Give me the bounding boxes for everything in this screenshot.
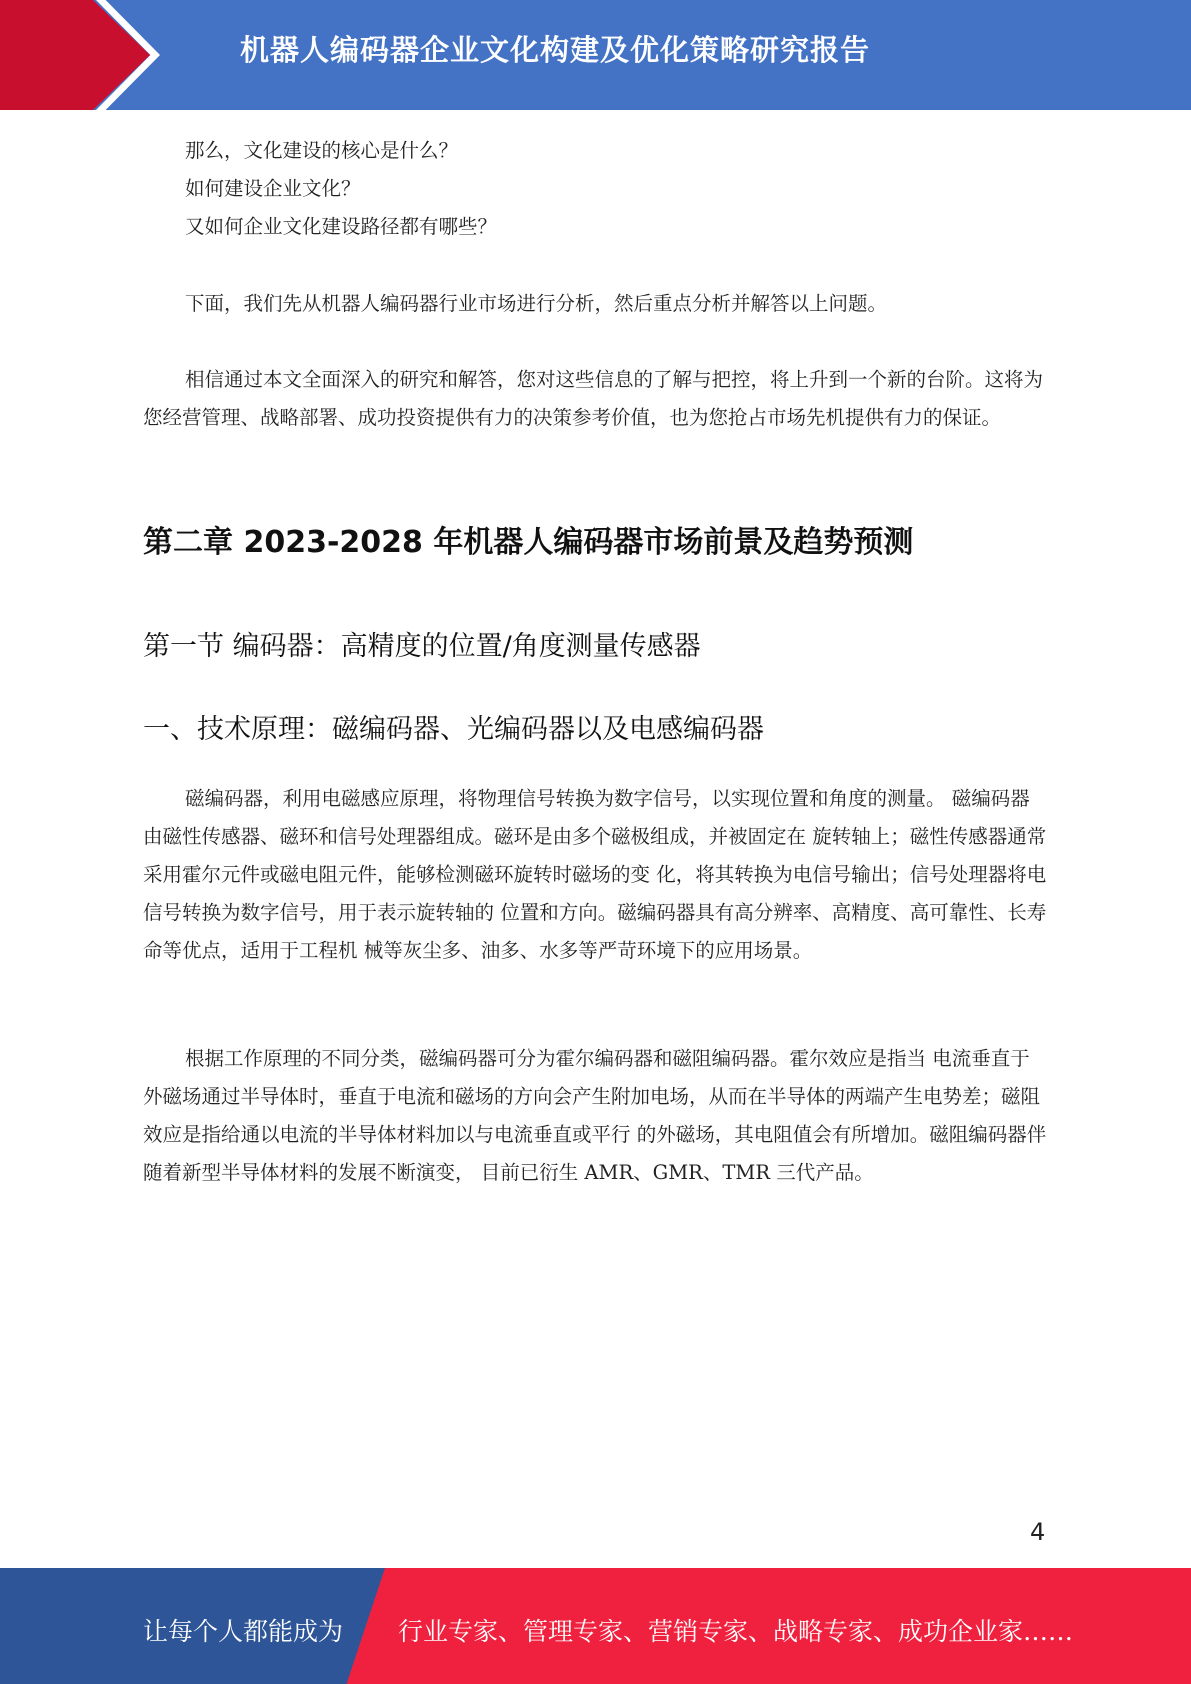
intro-paragraph-2: 相信通过本文全面深入的研究和解答，您对这些信息的了解与把控，将上升到一个新的台阶。这将为您经营管理、战略部署、成功投资提供有力的决策参考价值，也为您抢占市场先机提供有力的保证。 bbox=[143, 368, 1044, 429]
report-title: 机器人编码器企业文化构建及优化策略研究报告 bbox=[240, 33, 871, 67]
subsection-heading: 一、技术原理：磁编码器、光编码器以及电感编码器 bbox=[143, 714, 764, 745]
question-1: 那么，文化建设的核心是什么？ bbox=[185, 139, 459, 162]
chapter-heading: 第二章 2023-2028 年机器人编码器市场前景及趋势预测 bbox=[143, 525, 914, 560]
section-heading: 第一节 编码器：高精度的位置/角度测量传感器 bbox=[143, 631, 701, 662]
page-footer bbox=[0, 1568, 1191, 1684]
question-2: 如何建设企业文化？ bbox=[185, 177, 361, 200]
footer-slogan-right: 行业专家、管理专家、营销专家、战略专家、成功企业家…… bbox=[398, 1617, 1074, 1646]
page-number: 4 bbox=[1030, 1518, 1046, 1546]
header-red-arrow bbox=[0, 0, 150, 110]
page-header bbox=[0, 0, 1191, 110]
body-paragraph-2: 根据工作原理的不同分类，磁编码器可分为霍尔编码器和磁阻编码器。霍尔效应是指当 电流垂直于外磁场通过半导体时，垂直于电流和磁场的方向会产生附加电场，从而在半导体的两端产生电势差；磁阻效应是指给通以电流的半导体材料加以与电流垂直或平行 的外磁场，其电阻值会有所增加。磁阻编码器伴随着新型半导体材料的发展不断演变， 目前已衍生 AMR、GMR、TMR 三代产品。 bbox=[143, 1047, 1047, 1184]
body-paragraph-1: 磁编码器，利用电磁感应原理，将物理信号转换为数字信号，以实现位置和角度的测量。 磁编码器由磁性传感器、磁环和信号处理器组成。磁环是由多个磁极组成，并被固定在 旋转轴上；磁性传感器通常采用霍尔元件或磁电阻元件，能够检测磁环旋转时磁场的变 化，将其转换为电信号输出；信号处理器将电信号转换为数字信号，用于表示旋转轴的 位置和方向。磁编码器具有高分辨率、高精度、高可靠性、长寿命等优点，适用于工程机 械等灰尘多、油多、水多等严苛环境下的应用场景。 bbox=[143, 787, 1047, 962]
question-3: 又如何企业文化建设路径都有哪些？ bbox=[185, 215, 498, 238]
intro-paragraph-1: 下面，我们先从机器人编码器行业市场进行分析，然后重点分析并解答以上问题。 bbox=[185, 292, 888, 315]
footer-slogan-left: 让每个人都能成为 bbox=[143, 1617, 344, 1646]
